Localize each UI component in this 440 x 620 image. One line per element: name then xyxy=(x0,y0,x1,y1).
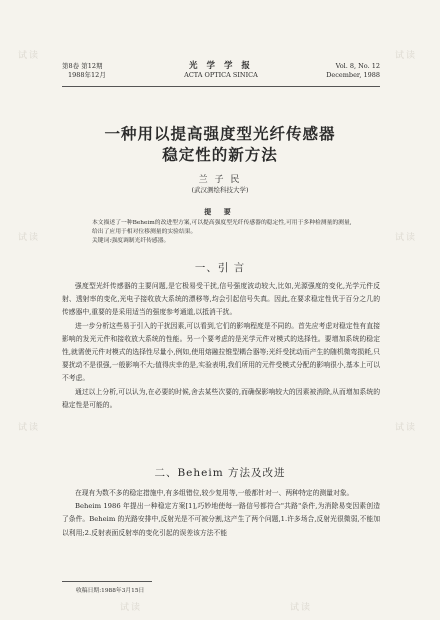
section-2-paragraph: 在现有为数不多的稳定措施中,有多组错位,较少复用等,一般都针对一、两种特定的测量对象。 xyxy=(75,489,354,497)
header-rule xyxy=(62,86,380,87)
section-1-paragraph: 通过以上分析,可以认为,在必要的时候,舍去某些次要的,而确保影响较大的因素被消除,从而增加系统的稳定性是可能的。 xyxy=(62,387,380,409)
affiliation: (武汉测绘科技大学) xyxy=(191,186,249,194)
watermark: 试读 xyxy=(120,603,143,613)
title-line-1: 一种用以提高强度型光纤传感器 xyxy=(104,124,336,143)
footnote-rule xyxy=(62,581,152,582)
running-header xyxy=(62,62,380,84)
header-volume-en: Vol. 8, No. 12 xyxy=(335,62,380,70)
header-journal-en: ACTA OPTICA SINICA xyxy=(184,71,258,79)
header-journal-cn: 光 学 学 报 xyxy=(189,61,253,71)
header-volume-en-block xyxy=(326,62,380,80)
header-date-en: December, 1988 xyxy=(326,71,380,79)
footnote: 收稿日期:1988年3月15日 xyxy=(76,588,145,594)
watermark: 试读 xyxy=(18,423,41,433)
title-line-2: 稳定性的新方法 xyxy=(162,145,278,164)
section-2-body xyxy=(62,487,380,540)
header-date-cn: 1988年12月 xyxy=(68,71,106,79)
watermark: 试读 xyxy=(290,603,313,613)
watermark: 试读 xyxy=(18,233,41,243)
section-2-paragraph: Beheim 1986 年提出一种稳定方案[1],巧妙地使每一路信号都符合"共路"条件,为消除易变因素创造了条件。Beheim 的光路安排中,反射光是不可被分割,这产生了两个问题,1.许多场合,反射光很微弱,不能加以利用;2.反射表面反射率的变化引起的误差该方法不能 xyxy=(62,502,380,537)
keywords: 关键词:强度调制光纤传感器。 xyxy=(92,238,170,244)
abstract-heading: 提 要 xyxy=(204,207,236,216)
watermark: 试读 xyxy=(395,51,418,61)
author: 兰 子 民 xyxy=(198,175,242,185)
section-1-paragraph: 进一步分析这些易于引入的干扰因素,可以看到,它们的影响程度是不同的。首先应考虑对稳定性有直接影响的发光元件和接收放大系统的性能。另一个要考虑的是光学元件对模式的选择性。要增加系统的稳定性,就需使元件对模式的选择性尽量小,例如,使用熔融拉锥型耦合器等;光纤受扰动而产生的随机微弯损耗,只要扰动不是很强,一般影响不大;值得庆幸的是,实验表明,我们所用的元件受模式分配的影响很小,基本上可以不考虑。 xyxy=(62,321,380,383)
abstract xyxy=(92,219,354,246)
watermark: 试读 xyxy=(18,51,41,61)
watermark: 试读 xyxy=(395,233,418,243)
section-2-title: 二、Beheim 方法及改进 xyxy=(154,467,286,479)
abstract-text: 本文描述了一种Beheim的改进型方案,可以提高强度型光纤传感器的稳定性,可用于多种检测量的测量,给出了应用于相对位移测量的实验结果。 xyxy=(92,220,352,235)
header-volume-cn: 第8卷 第12期 xyxy=(62,62,103,70)
watermark: 试读 xyxy=(395,423,418,433)
section-1-title: 一、引 言 xyxy=(194,262,246,274)
section-1-paragraph: 强度型光纤传感器的主要问题,是它极易受干扰,信号强度波动较大,比如,光源强度的变化,光学元件反射、透射率的变化,光电子接收放大系统的漂移等,均会引起信号失真。因此,在要求稳定性优于百分之几的传感器中,重要的是采用适当的强度参考通道,以抵消干扰。 xyxy=(62,282,380,317)
section-1-body xyxy=(62,280,380,412)
